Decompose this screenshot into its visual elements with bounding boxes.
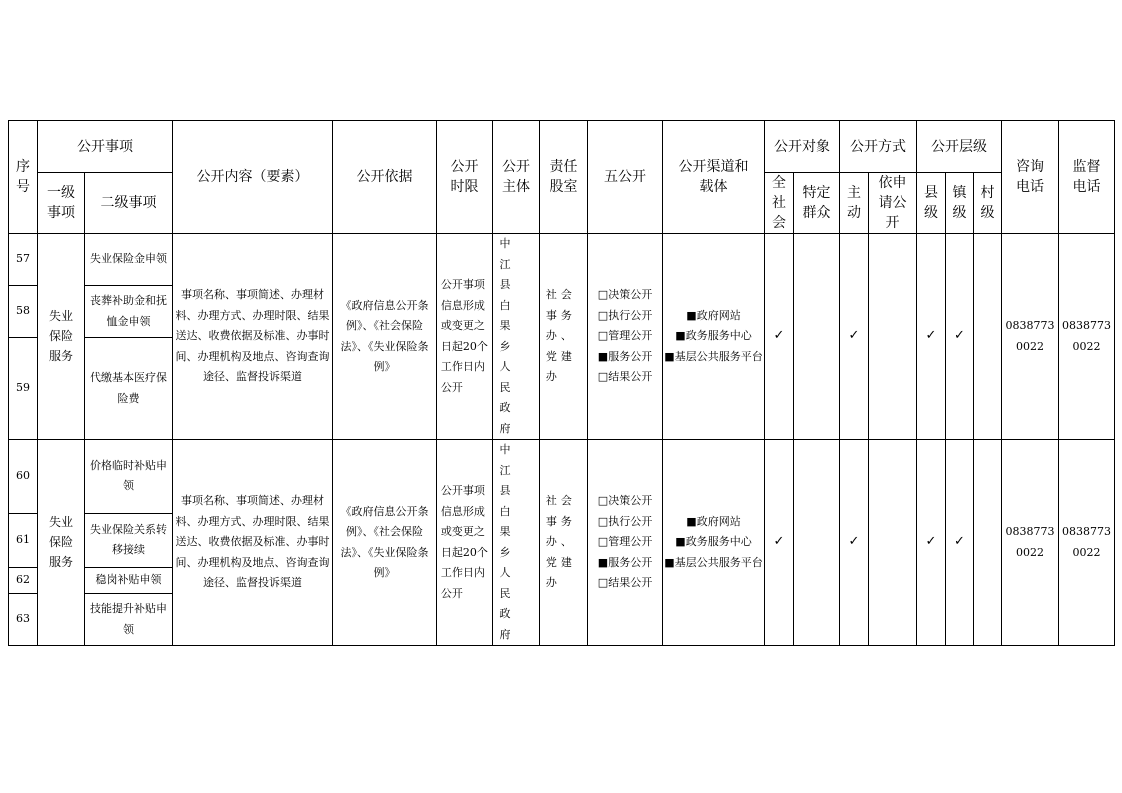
five-item: □决策公开 xyxy=(597,288,653,302)
item-name-cell: 失业保险金申领 xyxy=(85,234,173,286)
five-cell xyxy=(588,234,663,440)
header-target-all: 全社会 xyxy=(765,173,794,234)
category-cell: 失业保险服务 xyxy=(38,234,85,440)
header-level1: 一级事项 xyxy=(38,173,85,234)
basis-cell: 《政府信息公开条例》、《社会保险法》、《失业保险条例》 xyxy=(333,440,437,646)
seq-cell: 63 xyxy=(9,594,38,646)
channel-cell xyxy=(663,440,765,646)
five-item: □管理公开 xyxy=(597,329,653,343)
header-dept: 责任股室 xyxy=(540,121,588,234)
header-level-county: 县级 xyxy=(917,173,946,234)
header-level-village: 村级 xyxy=(974,173,1002,234)
header-supervise: 监督电话 xyxy=(1059,121,1115,234)
five-item: □决策公开 xyxy=(597,494,653,508)
target-all-cell: ✓ xyxy=(765,234,794,440)
consult-phone-cell: 08387730022 xyxy=(1002,440,1059,646)
seq-cell: 57 xyxy=(9,234,38,286)
header-basis: 公开依据 xyxy=(333,121,437,234)
header-subject: 公开主体 xyxy=(493,121,540,234)
channel-item: ■政务服务中心 xyxy=(675,329,752,343)
content-cell: 事项名称、事项简述、办理材料、办理方式、办理时限、结果送达、收费依据及标准、办事时间、办理机构及地点、咨询查询途径、监督投诉渠道 xyxy=(173,234,333,440)
header-content: 公开内容（要素） xyxy=(173,121,333,234)
basis-cell: 《政府信息公开条例》、《社会保险法》、《失业保险条例》 xyxy=(333,234,437,440)
item-name-cell: 稳岗补贴申领 xyxy=(85,567,173,593)
header-level: 公开层级 xyxy=(917,121,1002,173)
method-active-cell: ✓ xyxy=(840,440,869,646)
seq-cell: 62 xyxy=(9,567,38,593)
five-cell xyxy=(588,440,663,646)
five-item: □执行公开 xyxy=(597,308,653,322)
header-target-specific: 特定群众 xyxy=(794,173,840,234)
header-channel: 公开渠道和载体 xyxy=(663,121,765,234)
level-town-cell: ✓ xyxy=(946,440,974,646)
seq-cell: 60 xyxy=(9,440,38,514)
five-item: □执行公开 xyxy=(597,514,653,528)
seq-cell: 59 xyxy=(9,338,38,440)
subject-cell: 中江县白果乡人民政府 xyxy=(493,440,540,646)
subject-cell: 中江县白果乡人民政府 xyxy=(493,234,540,440)
dept-cell: 社会事务办、党建办 xyxy=(540,440,588,646)
supervise-phone-cell: 08387730022 xyxy=(1059,234,1115,440)
dept-cell: 社会事务办、党建办 xyxy=(540,234,588,440)
header-consult: 咨询电话 xyxy=(1002,121,1059,234)
header-level2: 二级事项 xyxy=(85,173,173,234)
header-time-limit: 公开时限 xyxy=(437,121,493,234)
header-matter: 公开事项 xyxy=(38,121,173,173)
item-name-cell: 技能提升补贴申领 xyxy=(85,594,173,646)
item-name-cell: 丧葬补助金和抚恤金申领 xyxy=(85,286,173,338)
level-county-cell: ✓ xyxy=(917,234,946,440)
target-all-cell: ✓ xyxy=(765,440,794,646)
table-row xyxy=(9,440,1115,514)
content-cell: 事项名称、事项简述、办理材料、办理方式、办理时限、结果送达、收费依据及标准、办事时间、办理机构及地点、咨询查询途径、监督投诉渠道 xyxy=(173,440,333,646)
supervise-phone-cell: 08387730022 xyxy=(1059,440,1115,646)
item-name-cell: 失业保险关系转移接续 xyxy=(85,513,173,567)
level-village-cell xyxy=(974,440,1002,646)
channel-item: ■政府网站 xyxy=(686,308,741,322)
header-method-apply: 依申请公开 xyxy=(869,173,917,234)
five-item: □结果公开 xyxy=(597,576,653,590)
header-five: 五公开 xyxy=(588,121,663,234)
method-active-cell: ✓ xyxy=(840,234,869,440)
level-village-cell xyxy=(974,234,1002,440)
header-target: 公开对象 xyxy=(765,121,840,173)
method-apply-cell xyxy=(869,440,917,646)
five-item: ■服务公开 xyxy=(597,349,653,363)
time-limit-cell: 公开事项信息形成或变更之日起20个工作日内公开 xyxy=(437,234,493,440)
level-county-cell: ✓ xyxy=(917,440,946,646)
channel-item: ■政府网站 xyxy=(686,514,741,528)
item-name-cell: 代缴基本医疗保险费 xyxy=(85,338,173,440)
five-item: ■服务公开 xyxy=(597,555,653,569)
header-method-active: 主动 xyxy=(840,173,869,234)
method-apply-cell xyxy=(869,234,917,440)
header-method: 公开方式 xyxy=(840,121,917,173)
level-town-cell: ✓ xyxy=(946,234,974,440)
header-level-town: 镇级 xyxy=(946,173,974,234)
header-seq: 序号 xyxy=(9,121,38,234)
target-specific-cell xyxy=(794,440,840,646)
time-limit-cell: 公开事项信息形成或变更之日起20个工作日内公开 xyxy=(437,440,493,646)
channel-cell xyxy=(663,234,765,440)
seq-cell: 61 xyxy=(9,513,38,567)
category-cell: 失业保险服务 xyxy=(38,440,85,646)
channel-item: ■政务服务中心 xyxy=(675,535,752,549)
channel-item: ■基层公共服务平台 xyxy=(664,555,763,569)
five-item: □结果公开 xyxy=(597,370,653,384)
table-row xyxy=(9,234,1115,286)
seq-cell: 58 xyxy=(9,286,38,338)
target-specific-cell xyxy=(794,234,840,440)
channel-item: ■基层公共服务平台 xyxy=(664,349,763,363)
item-name-cell: 价格临时补贴申领 xyxy=(85,440,173,514)
five-item: □管理公开 xyxy=(597,535,653,549)
consult-phone-cell: 08387730022 xyxy=(1002,234,1059,440)
disclosure-table xyxy=(8,120,1115,646)
